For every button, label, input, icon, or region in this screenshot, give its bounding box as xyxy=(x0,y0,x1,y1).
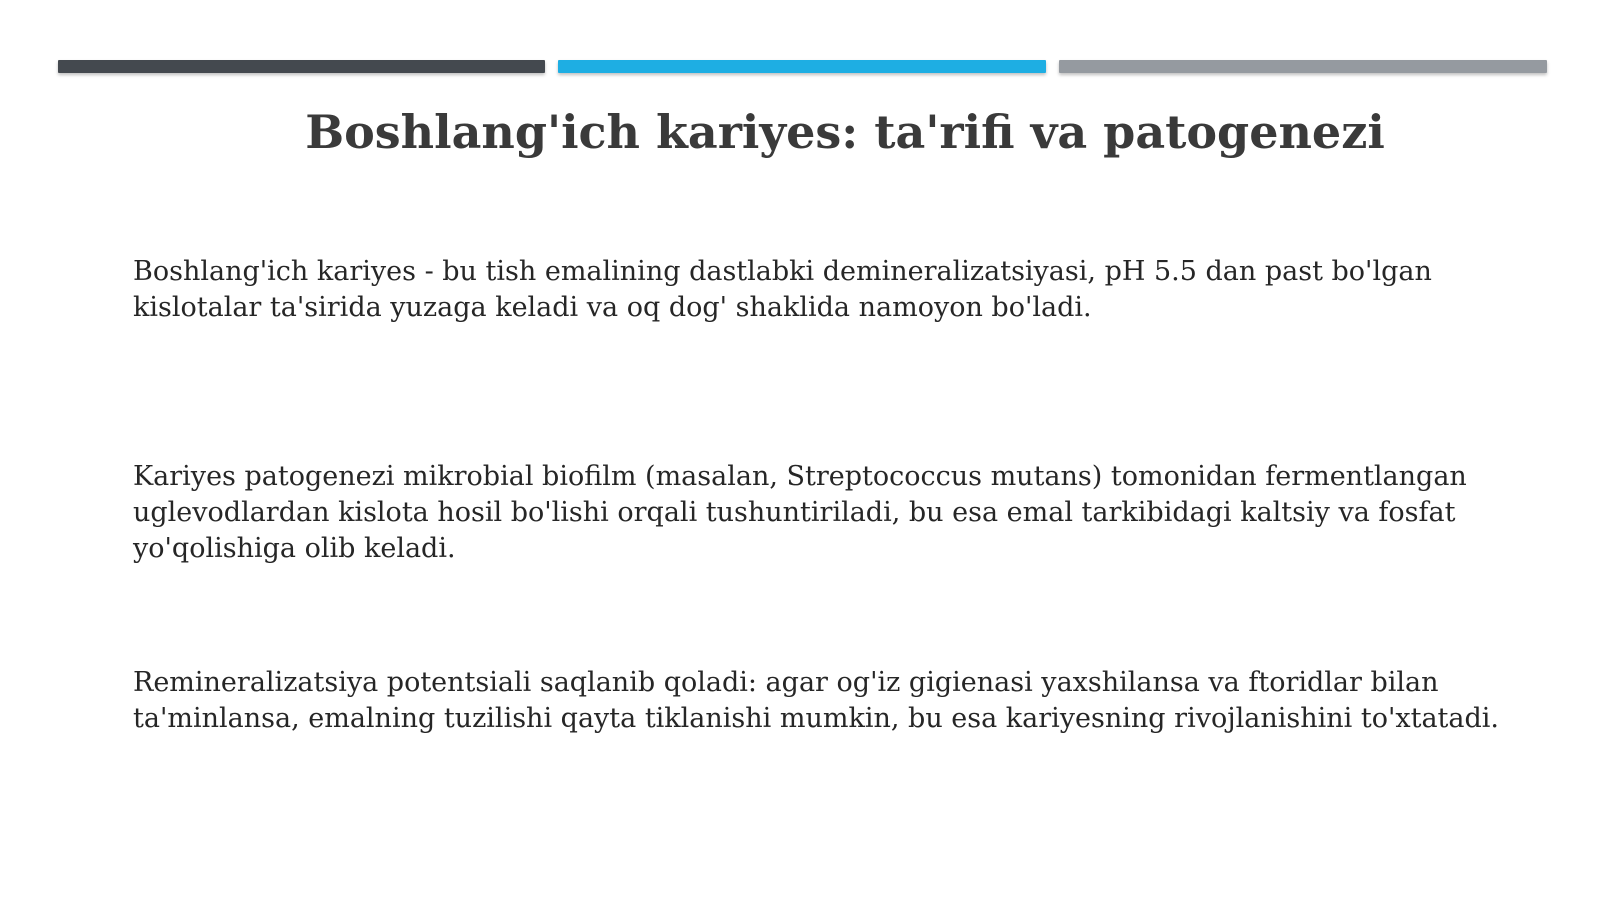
accent-bar-dark xyxy=(58,60,545,73)
accent-bar-blue xyxy=(558,60,1046,73)
paragraph-definition: Boshlang'ich kariyes - bu tish emalining dastlabki demineralizatsiyasi, pH 5.5 dan past bo'lgan kislotalar ta'sirida yuzaga keladi va oq dog' shaklida namoyon bo'ladi. xyxy=(133,256,1432,323)
paragraph-remineralization: Remineralizatsiya potentsiali saqlanib qoladi: agar og'iz gigienasi yaxshilansa va ftoridlar bilan ta'minlansa, emalning tuzilishi qayta tiklanishi mumkin, bu esa kariyesning rivojlanishini to'xtatadi. xyxy=(133,667,1499,734)
accent-bar-gray xyxy=(1059,60,1547,73)
slide-title: Boshlang'ich kariyes: ta'rifi va patogenezi xyxy=(305,105,1385,159)
paragraph-pathogenesis: Kariyes patogenezi mikrobial biofilm (masalan, Streptococcus mutans) tomonidan fermentlangan uglevodlardan kislota hosil bo'lishi orqali tushuntiriladi, bu esa emal tarkibidagi kaltsiy va fosfat yo'qolishiga olib keladi. xyxy=(133,461,1467,564)
